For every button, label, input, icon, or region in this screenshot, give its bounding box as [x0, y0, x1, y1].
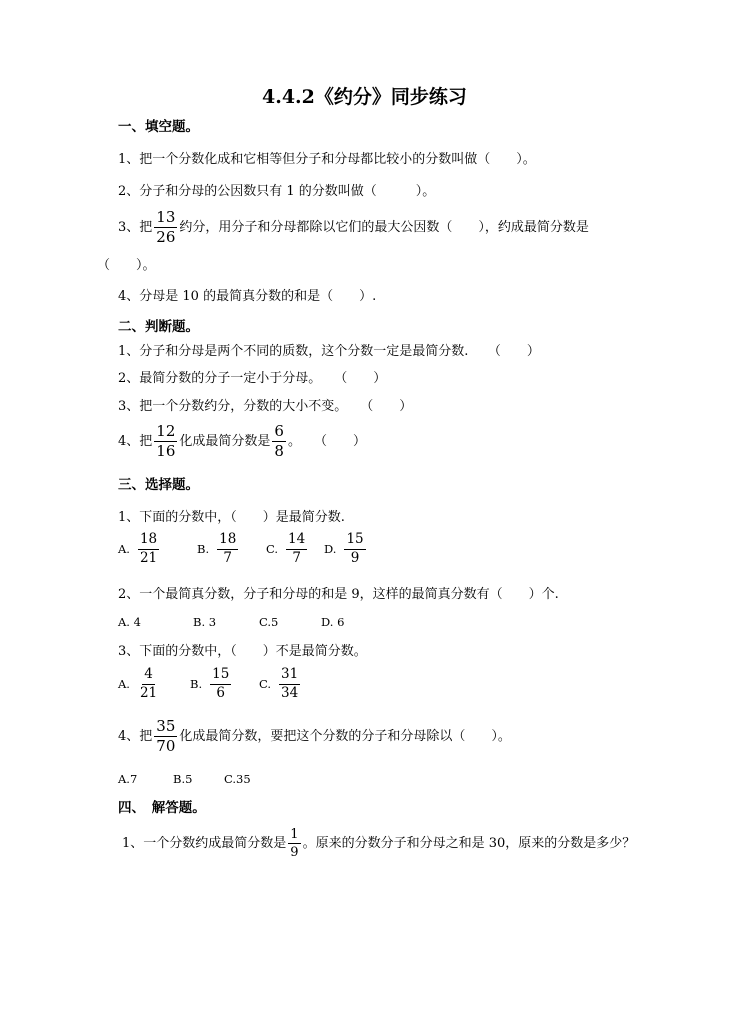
fraction [154, 719, 177, 754]
fraction-numerator: 35 [156, 717, 176, 735]
choice-q2-option-b: B. 3 [193, 615, 217, 629]
choice-question-2: 2、一个最简真分数，分子和分母的和是 9，这样的最简真分数有（ ）个. [118, 587, 559, 602]
solve-q1-prefix: 1、一个分数约成最简分数是 [122, 836, 287, 851]
fill-q3-prefix: 3、把 [118, 220, 153, 235]
fraction [279, 668, 300, 700]
option-label: A. [118, 677, 130, 691]
option-label: C. [266, 542, 279, 556]
fraction-numerator: 12 [156, 422, 176, 440]
fraction-numerator: 1 [290, 827, 299, 842]
fraction-numerator: 31 [279, 668, 300, 685]
choice-q4-option-a: A.7 [118, 772, 138, 786]
option-label: A. [118, 542, 130, 556]
judge-q4-prefix: 4、把 [118, 434, 153, 449]
choice-q1-option-a [118, 533, 161, 565]
fraction [154, 210, 177, 245]
choice-q2-option-c: C.5 [259, 615, 279, 629]
fraction-numerator: 6 [274, 422, 284, 440]
fill-question-3 [118, 210, 589, 245]
choice-q2-option-a: A. 4 [118, 615, 141, 629]
fraction [344, 533, 365, 565]
fraction-numerator: 13 [156, 208, 176, 226]
fraction-denominator: 9 [290, 845, 299, 860]
choice-q3-option-c [259, 668, 302, 700]
choice-q2-option-d: D. 6 [321, 615, 345, 629]
fraction-numerator: 15 [344, 533, 365, 550]
judge-question-4 [118, 424, 366, 459]
fill-q3-suffix: 约分，用分子和分母都除以它们的最大公因数（ ），约成最简分数是 [179, 220, 589, 235]
fraction-denominator: 21 [139, 684, 158, 701]
fraction-numerator: 4 [142, 668, 155, 685]
fraction-denominator: 70 [156, 737, 176, 755]
page-title: 4.4.2《约分》同步练习 [262, 86, 467, 108]
fill-question-3-continuation: （ ）。 [97, 258, 156, 273]
option-label: B. [190, 677, 203, 691]
choice-q3-option-a [118, 668, 161, 700]
fraction [272, 424, 286, 459]
choice-q1-option-b [197, 533, 240, 565]
option-label: B. [197, 542, 210, 556]
judge-question-1: 1、分子和分母是两个不同的质数，这个分数一定是最简分数. （ ） [118, 344, 540, 359]
fraction-numerator: 18 [217, 533, 238, 550]
fraction-numerator: 15 [210, 668, 231, 685]
section-heading-judge: 二、判断题。 [118, 319, 199, 335]
section-heading-solve: 四、 解答题。 [118, 800, 206, 816]
fraction [154, 424, 177, 459]
fill-question-1: 1、把一个分数化成和它相等但分子和分母都比较小的分数叫做（ ）。 [118, 152, 536, 167]
choice-q1-option-d [324, 533, 368, 565]
choice-q4-option-c: C.35 [224, 772, 251, 786]
fraction-numerator: 18 [138, 533, 159, 550]
section-heading-choice: 三、选择题。 [118, 477, 199, 493]
fill-question-2: 2、分子和分母的公因数只有 1 的分数叫做（ ）。 [118, 184, 436, 199]
fraction-denominator: 7 [292, 549, 301, 566]
fraction [288, 828, 300, 859]
choice-question-4 [118, 719, 511, 754]
fraction [138, 533, 159, 565]
fraction [286, 533, 307, 565]
solve-question-1 [122, 828, 635, 859]
fraction [217, 533, 238, 565]
choice-question-3: 3、下面的分数中，（ ）不是最简分数。 [118, 644, 367, 659]
fraction-denominator: 34 [281, 684, 299, 701]
option-label: C. [259, 677, 272, 691]
fraction-denominator: 9 [350, 549, 360, 566]
choice-q4-suffix: 化成最简分数，要把这个分数的分子和分母除以（ ）。 [179, 729, 511, 744]
choice-q4-prefix: 4、把 [118, 729, 153, 744]
fill-question-4: 4、分母是 10 的最简真分数的和是（ ）. [118, 289, 377, 304]
fraction-denominator: 8 [274, 442, 284, 460]
choice-q4-option-b: B.5 [173, 772, 193, 786]
fraction-denominator: 26 [156, 228, 176, 246]
fraction-denominator: 6 [216, 684, 225, 701]
fraction [138, 668, 159, 700]
fraction-denominator: 7 [223, 549, 232, 566]
fraction-numerator: 14 [286, 533, 307, 550]
section-heading-fill: 一、填空题。 [118, 119, 199, 135]
fraction-denominator: 21 [139, 549, 158, 566]
fraction [210, 668, 231, 700]
judge-q4-suffix: 。 （ ） [287, 434, 366, 449]
choice-q3-option-b [190, 668, 233, 700]
choice-q1-option-c [266, 533, 309, 565]
judge-q4-middle: 化成最简分数是 [179, 434, 271, 449]
choice-question-1: 1、下面的分数中，（ ）是最简分数. [118, 510, 345, 525]
judge-question-3: 3、把一个分数约分，分数的大小不变。 （ ） [118, 399, 413, 414]
fraction-denominator: 16 [156, 442, 176, 460]
judge-question-2: 2、最简分数的分子一定小于分母。 （ ） [118, 371, 387, 386]
solve-q1-suffix: 。原来的分数分子和分母之和是 30，原来的分数是多少？ [302, 836, 636, 851]
option-label: D. [324, 542, 337, 556]
